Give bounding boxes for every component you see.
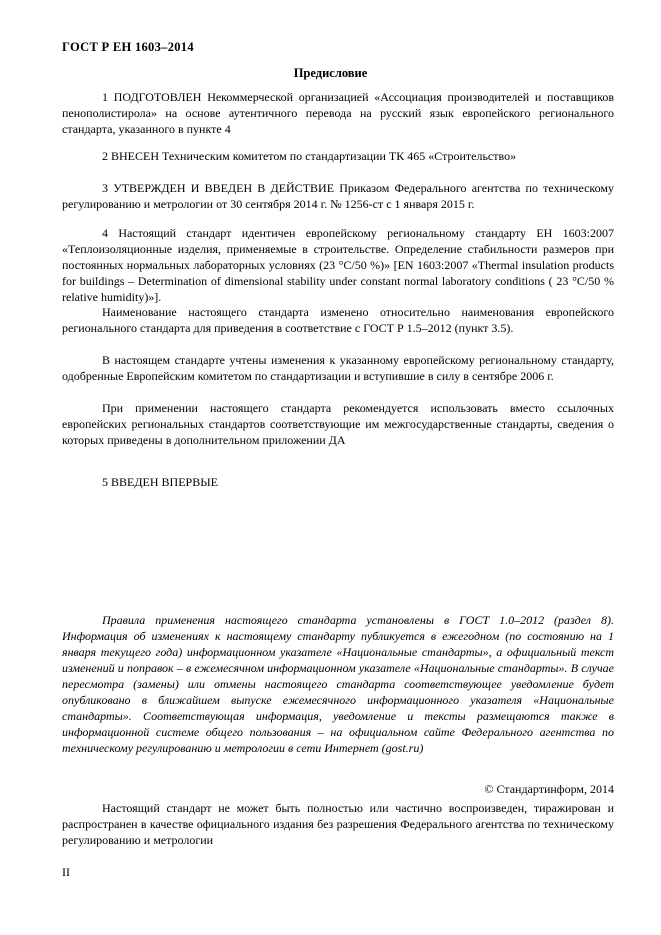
item-5: 5 ВВЕДЕН ВПЕРВЫЕ (102, 475, 218, 489)
item-4-references: При применении настоящего стандарта рекомендуется использовать вместо ссылочных европейских региональных стандартов соответствующие им межгосударственные стандарты, сведения о которых приведены в дополнительном приложении ДА (62, 401, 614, 447)
item-4: 4 Настоящий стандарт идентичен европейскому региональному стандарту ЕН 1603:2007 «Теплоизоляционные изделия, применяемые в строительстве. Определение стабильности размеров при постоянных нормальных лабораторных условиях (23 °С/50 %)» [EN 1603:2007 «Thermal insulation products for buildings – Determination of dimensional stability under constant normal laboratory conditions ( 23 °С/50 % relative humidity)»]. (62, 226, 614, 304)
item-3: 3 УТВЕРЖДЕН И ВВЕДЕН В ДЕЙСТВИЕ Приказом Федерального агентства по техническому регулированию и метрологии от 30 сентября 2014 г. № 1256-ст с 1 января 2015 г. (62, 181, 614, 211)
item-2: 2 ВНЕСЕН Техническим комитетом по стандартизации ТК 465 «Строительство» (102, 149, 517, 163)
item-1: 1 ПОДГОТОВЛЕН Некоммерческой организацией «Ассоциация производителей и поставщиков пенополистирола» на основе аутентичного перевода на русский язык европейского регионального стандарта, указанного в пункте 4 (62, 90, 614, 136)
reproduction-note: Настоящий стандарт не может быть полностью или частично воспроизведен, тиражирован и распространен в качестве официального издания без разрешения Федерального агентства по техническому регулированию и метрологии (62, 801, 614, 847)
copyright: © Стандартинформ, 2014 (484, 782, 614, 796)
document-header: ГОСТ Р ЕН 1603–2014 (62, 40, 194, 54)
page-number: II (62, 865, 70, 879)
item-4-title-change: Наименование настоящего стандарта изменено относительно наименования европейского регионального стандарта для приведения в соответствие с ГОСТ Р 1.5–2012 (пункт 3.5). (62, 305, 614, 335)
section-title: Предисловие (293, 66, 368, 80)
item-4-amendments: В настоящем стандарте учтены изменения к указанному европейскому региональному стандарту, одобренные Европейским комитетом по стандартизации и вступившие в силу в сентябре 2006 г. (62, 353, 614, 383)
rules-note: Правила применения настоящего стандарта установлены в ГОСТ 1.0–2012 (раздел 8). Информация об изменениях к настоящему стандарту публикуется в ежегодном (по состоянию на 1 января текущего года) информационном указателе «Национальные стандарты», а официальный текст изменений и поправок – в ежемесячном информационном указателе «Национальные стандарты». В случае пересмотра (замены) или отмены настоящего стандарта соответствующее уведомление будет опубликовано в ближайшем выпуске ежемесячного информационного указателя «Национальные стандарты». Соответствующая информация, уведомление и тексты размещаются также в информационной системе общего пользования – на официальном сайте Федерального агентства по техническому регулированию и метрологии в сети Интернет (gost.ru) (62, 613, 614, 755)
